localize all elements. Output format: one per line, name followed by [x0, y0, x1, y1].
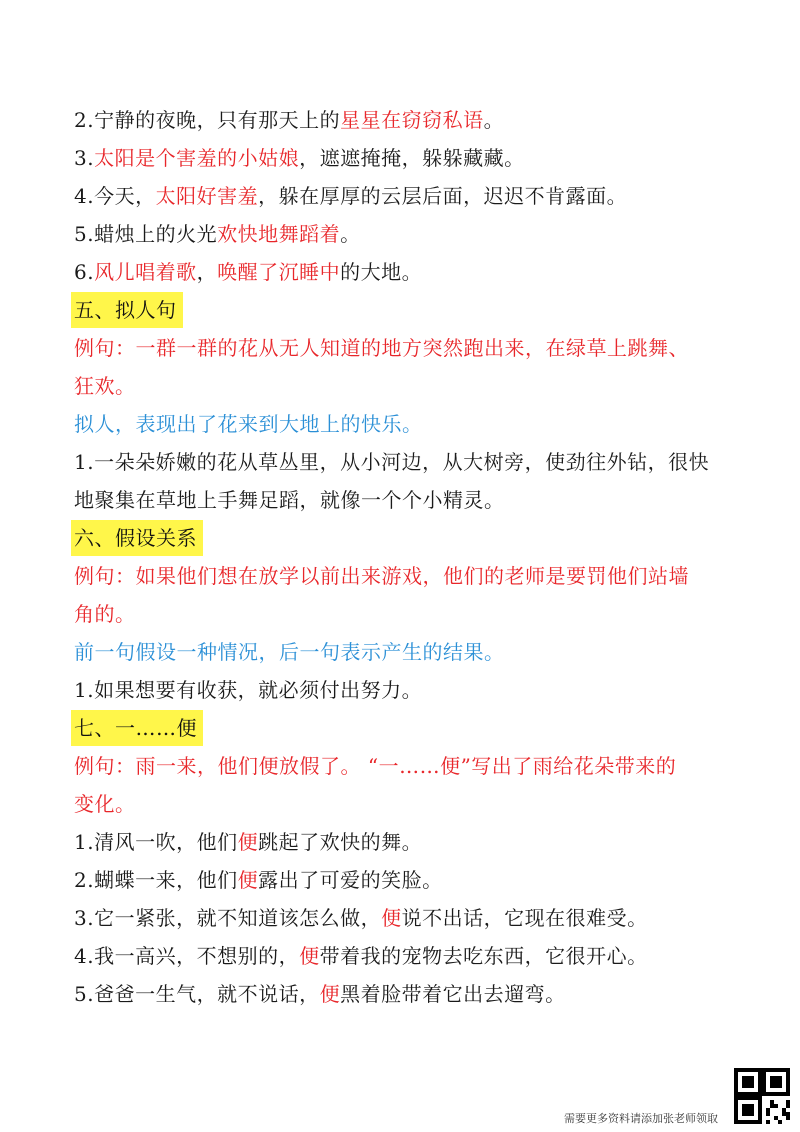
- text-line: [74, 975, 734, 1013]
- text-line: [74, 557, 734, 595]
- text-line: [74, 595, 734, 633]
- body-text: ，躲在厚厚的云层后面，迟迟不肯露面。: [258, 184, 628, 208]
- body-text: 6.: [74, 260, 95, 284]
- highlighted-text: 角的。: [74, 602, 136, 626]
- body-text: ，遮遮掩掩，躲躲藏藏。: [299, 146, 525, 170]
- body-text: 。: [340, 222, 361, 246]
- footer-note: 需要更多资料请添加张老师领取: [564, 1112, 718, 1125]
- body-text: 2.宁静的夜晚，只有那天上的: [74, 108, 341, 132]
- text-line: [74, 139, 734, 177]
- text-line: [74, 937, 734, 975]
- body-text: 4.我一高兴，不想别的，: [74, 944, 300, 968]
- body-text: 4.今天，: [74, 184, 156, 208]
- highlighted-text: 狂欢。: [74, 374, 136, 398]
- section-heading: [74, 519, 734, 557]
- text-line: [74, 253, 734, 291]
- document-body: [74, 101, 734, 1013]
- section-heading: [74, 291, 734, 329]
- body-text: 3.它一紧张，就不知道该怎么做，: [74, 906, 382, 930]
- text-line: [74, 747, 734, 785]
- section-heading-text: 七、一……便: [71, 710, 203, 746]
- text-line: [74, 861, 734, 899]
- text-line: [74, 101, 734, 139]
- highlighted-text: 便: [299, 944, 320, 968]
- body-text: 3.: [74, 146, 95, 170]
- text-line: [74, 633, 734, 671]
- text-line: [74, 329, 734, 367]
- text-line: [74, 443, 734, 481]
- text-line: [74, 671, 734, 709]
- section-heading-text: 六、假设关系: [71, 520, 203, 556]
- highlighted-text: 星星在窃窃私语: [340, 108, 484, 132]
- text-line: [74, 177, 734, 215]
- body-text: 黑着脸带着它出去遛弯。: [340, 982, 566, 1006]
- body-text: 1.清风一吹，他们: [74, 830, 238, 854]
- highlighted-text: 太阳是个害羞的小姑娘: [94, 146, 300, 170]
- body-text: 露出了可爱的笑脸。: [258, 868, 443, 892]
- body-text: 带着我的宠物去吃东西，它很开心。: [319, 944, 648, 968]
- text-line: [74, 367, 734, 405]
- section-heading-text: 五、拟人句: [71, 292, 183, 328]
- explanation-text: 前一句假设一种情况，后一句表示产生的结果。: [74, 640, 505, 664]
- highlighted-text: 便: [237, 830, 259, 854]
- body-text: 1.如果想要有收获，就必须付出努力。: [74, 678, 423, 702]
- highlighted-text: 唤醒了沉睡中: [217, 260, 341, 284]
- highlighted-text: 便: [319, 982, 341, 1006]
- text-line: [74, 899, 734, 937]
- highlighted-text: 例句：一群一群的花从无人知道的地方突然跑出来，在绿草上跳舞、: [74, 336, 689, 360]
- highlighted-text: 例句：雨一来，他们便放假了。 “一……便”写出了雨给花朵带来的: [74, 754, 677, 778]
- body-text: 5.爸爸一生气，就不说话，: [74, 982, 320, 1006]
- body-text: ，: [196, 260, 218, 284]
- body-text: 的大地。: [340, 260, 423, 284]
- highlighted-text: 太阳好害羞: [155, 184, 259, 208]
- body-text: 1.一朵朵娇嫩的花从草丛里，从小河边，从大树旁，使劲往外钻，很快: [74, 450, 710, 474]
- highlighted-text: 风儿唱着歌: [94, 260, 197, 284]
- highlighted-text: 变化。: [74, 792, 136, 816]
- body-text: 地聚集在草地上手舞足蹈，就像一个个小精灵。: [74, 488, 505, 512]
- text-line: [74, 215, 734, 253]
- highlighted-text: 欢快地舞蹈着: [217, 222, 341, 246]
- highlighted-text: 便: [381, 906, 402, 930]
- body-text: 说不出话，它现在很难受。: [401, 906, 648, 930]
- body-text: 5.蜡烛上的火光: [74, 222, 218, 246]
- highlighted-text: 便: [237, 868, 259, 892]
- text-line: [74, 405, 734, 443]
- text-line: [74, 823, 734, 861]
- highlighted-text: 例句：如果他们想在放学以前出来游戏，他们的老师是要罚他们站墙: [74, 564, 689, 588]
- text-line: [74, 481, 734, 519]
- body-text: 2.蝴蝶一来，他们: [74, 868, 238, 892]
- body-text: 跳起了欢快的舞。: [258, 830, 423, 854]
- body-text: 。: [483, 108, 505, 132]
- section-heading: [74, 709, 734, 747]
- text-line: [74, 785, 734, 823]
- qr-code-icon: [734, 1068, 790, 1124]
- explanation-text: 拟人，表现出了花来到大地上的快乐。: [74, 412, 423, 436]
